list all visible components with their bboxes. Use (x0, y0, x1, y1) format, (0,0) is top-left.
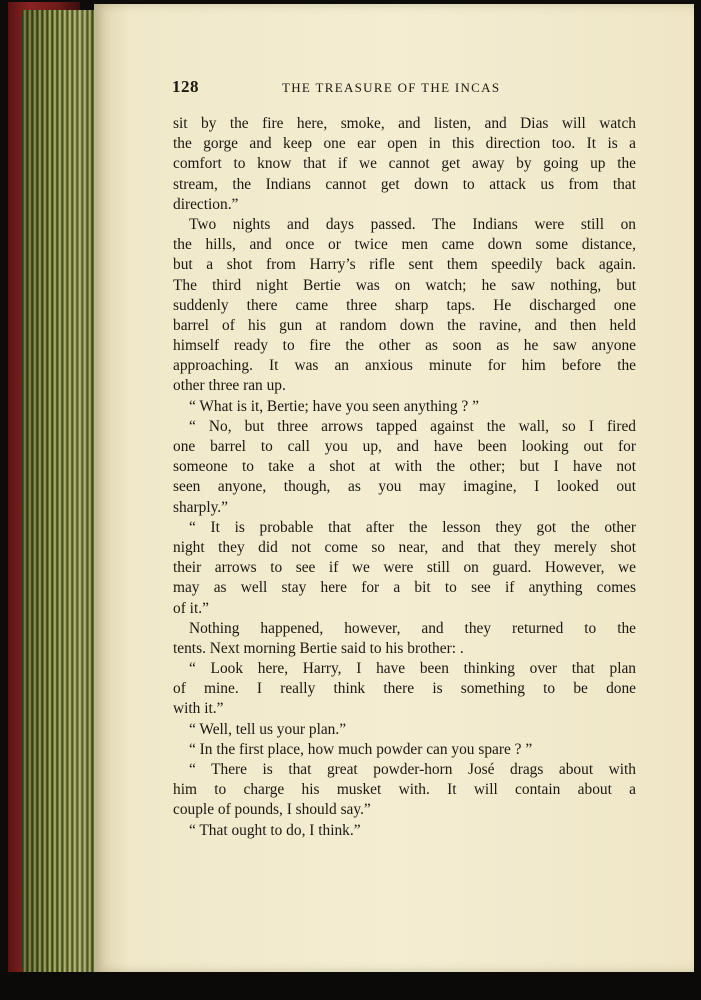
text-line: himself ready to fire the other as soon as he saw anyone (173, 337, 636, 355)
text-line: night they did not come so near, and that they merely shot (173, 538, 636, 556)
book-page (94, 4, 694, 972)
text-line: approaching. It was an anxious minute for him before the (173, 357, 636, 375)
text-line: “ That ought to do, I think.” (189, 821, 361, 839)
text-line: comfort to know that if we cannot get away by going up the (173, 155, 636, 173)
text-line: stream, the Indians cannot get down to attack us from that (173, 175, 636, 193)
text-line: “ Look here, Harry, I have been thinking over that plan (189, 660, 636, 678)
body-text (173, 114, 636, 841)
text-line: may as well stay here for a bit to see if anything comes (173, 579, 636, 597)
text-line: barrel of his gun at random down the ravine, and then held (173, 316, 636, 334)
text-line: one barrel to call you up, and have been looking out for (173, 438, 636, 455)
text-line: suddenly there came three sharp taps. He discharged one (173, 296, 636, 314)
text-line: of it.” (173, 599, 209, 617)
text-line: him to charge his musket with. It will contain about a (173, 781, 636, 799)
text-line: Two nights and days passed. The Indians were still on (189, 215, 636, 233)
page-header (172, 77, 642, 101)
text-line: seen anyone, though, as you may imagine, I looked out (173, 478, 636, 496)
text-line: tents. Next morning Bertie said to his brother: . (173, 639, 464, 657)
text-line: other three ran up. (173, 377, 286, 395)
text-line: “ It is probable that after the lesson they got the other (189, 518, 636, 536)
text-line: but a shot from Harry’s rifle sent them speedily back again. (173, 256, 636, 274)
page-number: 128 (172, 77, 199, 96)
text-line: sit by the fire here, smoke, and listen, and Dias will watch (173, 115, 636, 132)
text-line: “ There is that great powder-horn José drags about with (189, 761, 636, 778)
text-line: “ Well, tell us your plan.” (189, 720, 347, 738)
text-line: The third night Bertie was on watch; he saw nothing, but (173, 276, 636, 294)
text-line: of mine. I really think there is something to be done (173, 680, 636, 698)
text-line: “ No, but three arrows tapped against the wall, so I fired (189, 417, 636, 435)
running-title: THE TREASURE OF THE INCAS (282, 80, 501, 95)
page-block-edge (22, 10, 97, 972)
text-line: with it.” (173, 700, 224, 718)
text-line: the hills, and once or twice men came down some distance, (173, 236, 636, 254)
text-line: couple of pounds, I should say.” (173, 801, 371, 819)
text-line: “ What is it, Bertie; have you seen anything ? ” (189, 397, 479, 415)
text-line: direction.” (173, 195, 239, 213)
text-line: Nothing happened, however, and they returned to the (189, 619, 636, 637)
text-line: “ In the first place, how much powder can you spare ? ” (189, 740, 533, 758)
text-line: sharply.” (173, 498, 228, 516)
text-line: someone to take a shot at with the other; but I have not (173, 458, 636, 476)
text-line: their arrows to see if we were still on guard. However, we (173, 559, 636, 577)
text-line: the gorge and keep one ear open in this direction too. It is a (173, 135, 636, 153)
bottom-shadow (0, 972, 701, 1000)
